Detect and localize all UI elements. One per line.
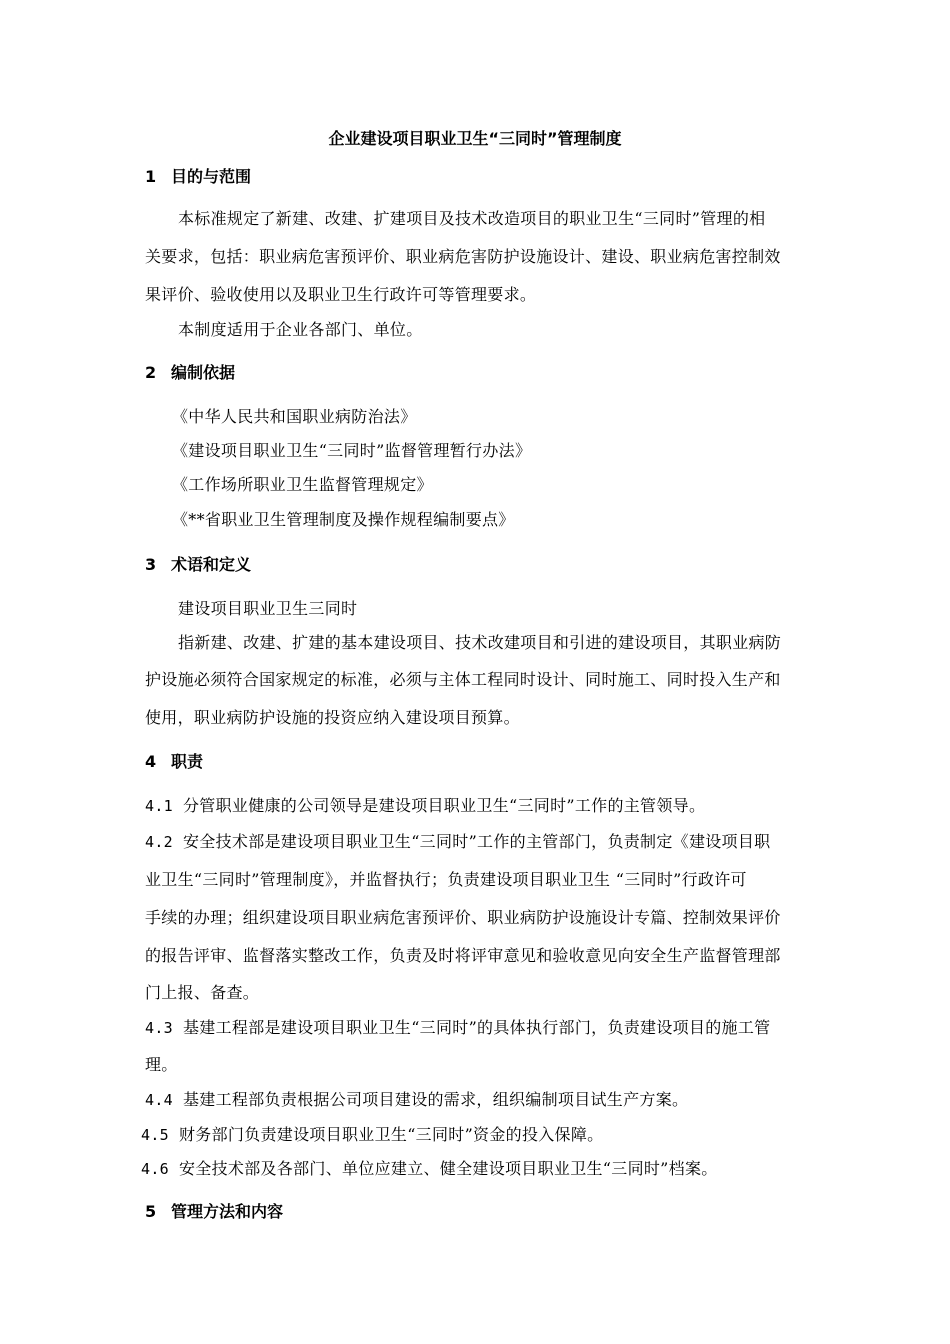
duty-item-4-1 — [145, 793, 705, 816]
item-number: 4.6 — [141, 1160, 169, 1178]
item-text: 基建工程部负责根据公司项目建设的需求，组织编制项目试生产方案。 — [183, 1090, 689, 1109]
paragraph-line: 关要求，包括：职业病危害预评价、职业病危害防护设施设计、建设、职业病危害控制效 — [145, 247, 781, 266]
section-title: 职责 — [171, 752, 204, 771]
item-number: 4.4 — [145, 1091, 173, 1109]
duty-item-4-6 — [141, 1156, 718, 1179]
section-number: 5 — [145, 1202, 157, 1221]
section-heading-2 — [145, 360, 235, 383]
paragraph-line: 指新建、改建、扩建的基本建设项目、技术改建项目和引进的建设项目，其职业病防 — [178, 633, 782, 652]
section-heading-5 — [145, 1199, 283, 1222]
item-number: 4.1 — [145, 797, 173, 815]
item-text: 安全技术部是建设项目职业卫生“三同时”工作的主管部门，负责制定《建设项目职 — [183, 832, 771, 851]
section-title: 目的与范围 — [171, 167, 252, 186]
item-number: 4.5 — [141, 1126, 169, 1144]
item-text: 基建工程部是建设项目职业卫生“三同时”的具体执行部门，负责建设项目的施工管 — [183, 1018, 771, 1037]
section-heading-1 — [145, 164, 251, 187]
paragraph-line: 的报告评审、监督落实整改工作，负责及时将评审意见和验收意见向安全生产监督管理部 — [145, 946, 781, 965]
duty-item-4-3 — [145, 1015, 770, 1038]
item-text: 安全技术部及各部门、单位应建立、健全建设项目职业卫生“三同时”档案。 — [179, 1159, 718, 1178]
reference-law: 《**省职业卫生管理制度及操作规程编制要点》 — [172, 510, 515, 529]
item-text: 分管职业健康的公司领导是建设项目职业卫生“三同时”工作的主管领导。 — [183, 796, 706, 815]
paragraph-line: 理。 — [145, 1055, 178, 1074]
section-heading-3 — [145, 552, 251, 575]
section-number: 3 — [145, 555, 157, 574]
section-number: 1 — [145, 167, 157, 186]
paragraph-line: 果评价、验收使用以及职业卫生行政许可等管理要求。 — [145, 285, 537, 304]
section-number: 4 — [145, 752, 157, 771]
section-number: 2 — [145, 363, 157, 382]
paragraph-line: 门上报、备查。 — [145, 983, 260, 1002]
item-number: 4.3 — [145, 1019, 173, 1037]
section-heading-4 — [145, 749, 203, 772]
item-text: 财务部门负责建设项目职业卫生“三同时”资金的投入保障。 — [179, 1125, 604, 1144]
section-title: 编制依据 — [171, 363, 236, 382]
paragraph-line: 护设施必须符合国家规定的标准，必须与主体工程同时设计、同时施工、同时投入生产和 — [145, 670, 781, 689]
reference-law: 《建设项目职业卫生“三同时”监督管理暂行办法》 — [172, 441, 532, 460]
duty-item-4-4 — [145, 1087, 688, 1110]
reference-law: 《中华人民共和国职业病防治法》 — [172, 407, 417, 426]
section-title: 管理方法和内容 — [171, 1202, 284, 1221]
item-number: 4.2 — [145, 833, 173, 851]
reference-law: 《工作场所职业卫生监督管理规定》 — [172, 475, 433, 494]
paragraph-line: 本标准规定了新建、改建、扩建项目及技术改造项目的职业卫生“三同时”管理的相 — [178, 209, 766, 228]
document-title: 企业建设项目职业卫生“三同时”管理制度 — [328, 129, 622, 148]
paragraph-line: 本制度适用于企业各部门、单位。 — [178, 320, 423, 339]
section-title: 术语和定义 — [171, 555, 252, 574]
paragraph-line: 业卫生“三同时”管理制度》，并监督执行；负责建设项目职业卫生 “三同时”行政许可 — [145, 870, 747, 889]
paragraph-line: 使用，职业病防护设施的投资应纳入建设项目预算。 — [145, 708, 520, 727]
duty-item-4-5 — [141, 1122, 603, 1145]
term-name: 建设项目职业卫生三同时 — [178, 599, 358, 618]
duty-item-4-2 — [145, 829, 770, 852]
paragraph-line: 手续的办理；组织建设项目职业病危害预评价、职业病防护设施设计专篇、控制效果评价 — [145, 908, 781, 927]
